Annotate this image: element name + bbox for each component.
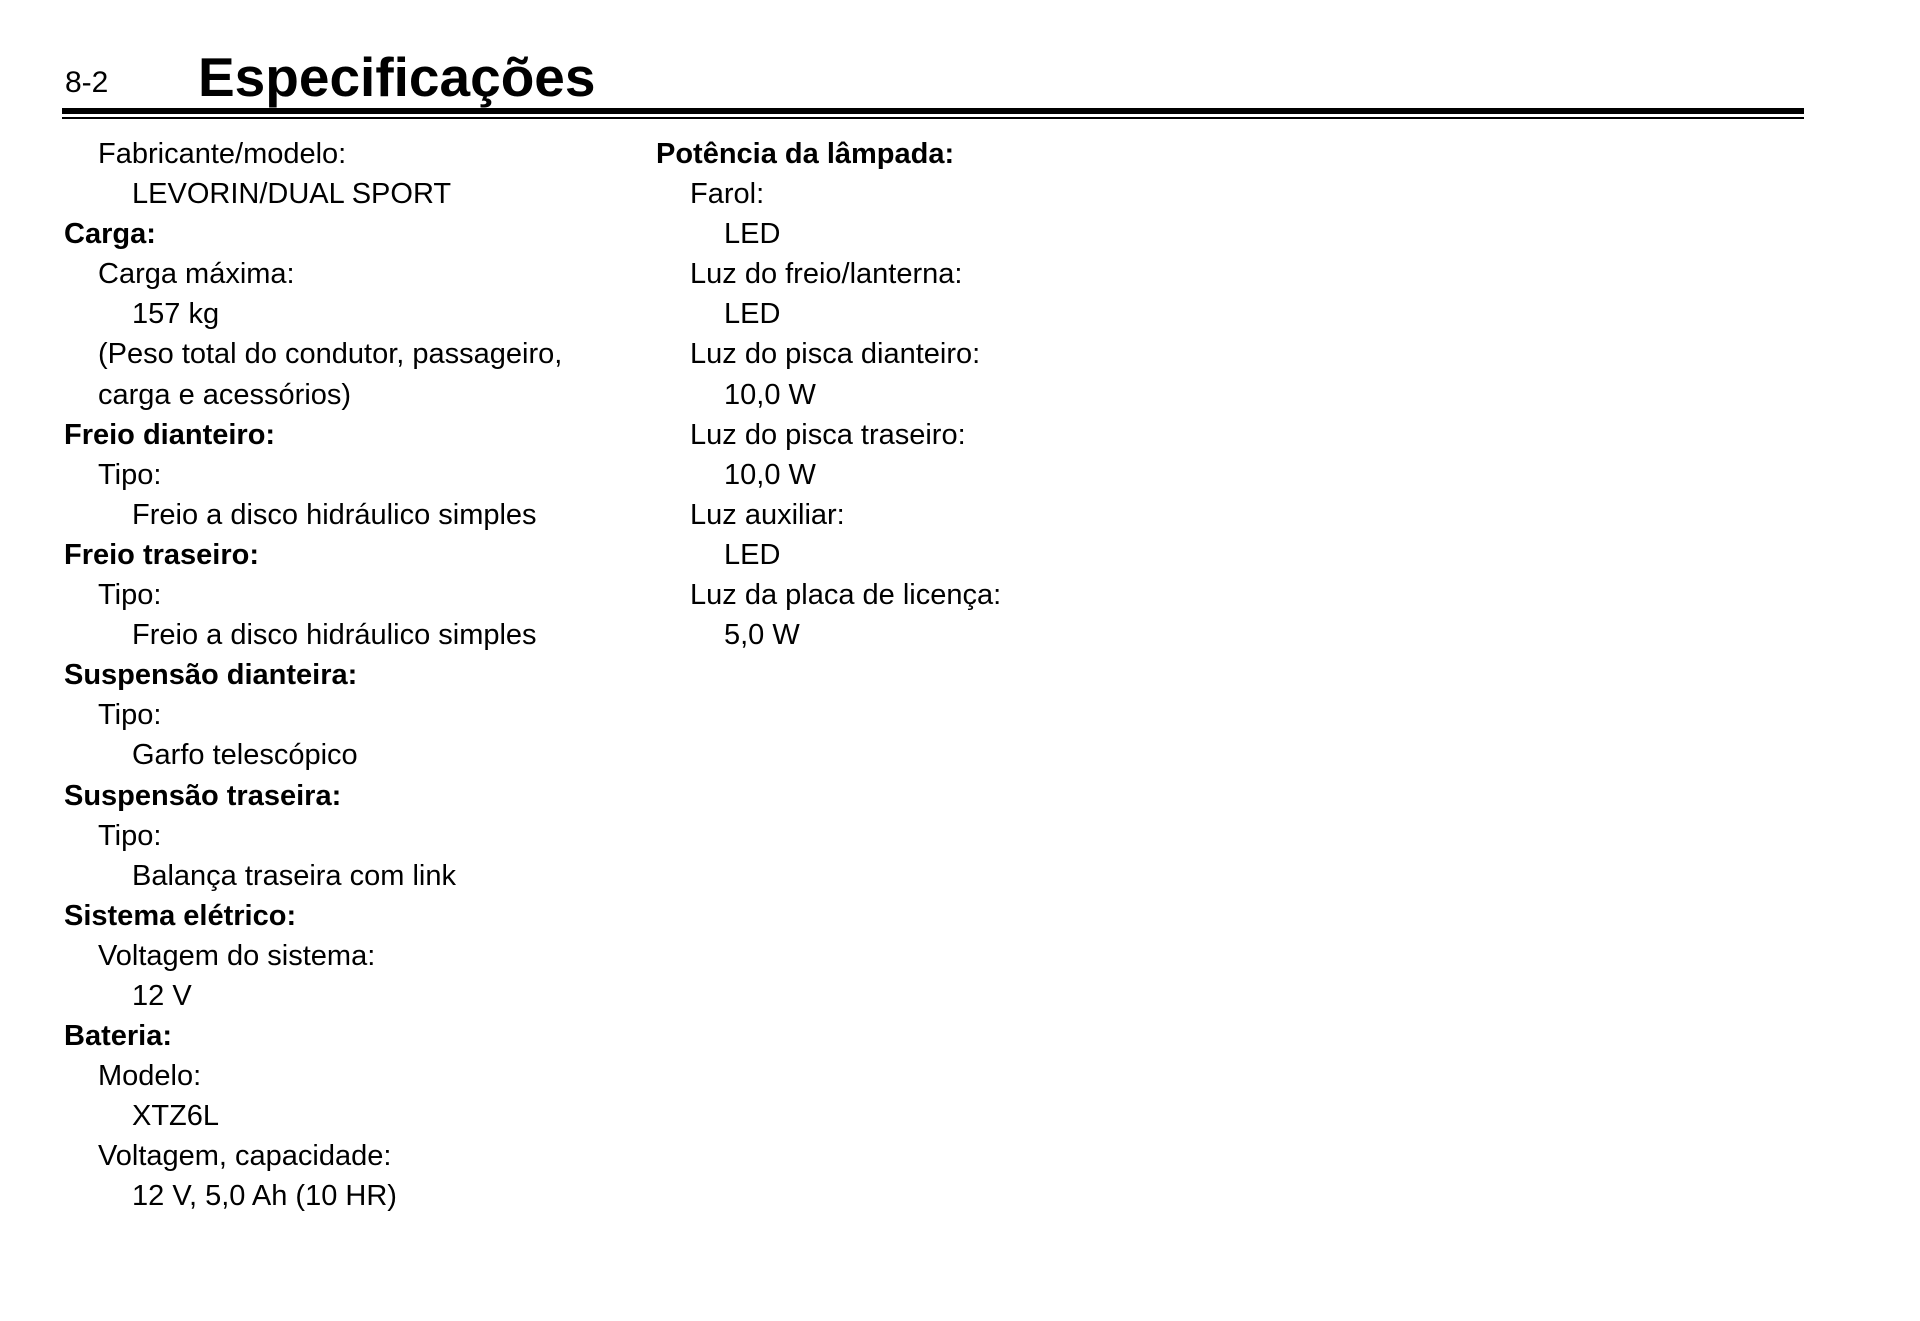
page-title: Especificações [198, 46, 596, 108]
spec-value: LED [724, 218, 781, 251]
spec-section-heading: Bateria: [64, 1020, 172, 1053]
spec-section-heading: Freio traseiro: [64, 538, 259, 571]
spec-label: Modelo: [98, 1060, 202, 1093]
spec-column-right [656, 134, 1216, 655]
spec-value: 12 V, 5,0 Ah (10 HR) [132, 1180, 397, 1213]
spec-label: carga e acessórios) [98, 378, 352, 411]
spec-label: Fabricante/modelo: [98, 138, 347, 170]
spec-section-heading: Suspensão traseira: [64, 779, 342, 812]
spec-section-heading: Carga: [64, 218, 156, 251]
spec-section-heading: Potência da lâmpada: [656, 138, 955, 170]
spec-label: Tipo: [98, 579, 162, 612]
spec-value: LED [724, 298, 781, 331]
spec-value: LEVORIN/DUAL SPORT [132, 178, 452, 211]
spec-value: Freio a disco hidráulico simples [132, 498, 537, 531]
spec-label: Luz do pisca traseiro: [690, 418, 966, 451]
spec-section-heading: Sistema elétrico: [64, 899, 297, 932]
spec-value: Balança traseira com link [132, 859, 456, 892]
spec-value: Freio a disco hidráulico simples [132, 619, 537, 652]
header-rule-thick [62, 108, 1804, 114]
spec-label: Carga máxima: [98, 258, 295, 291]
spec-value: XTZ6L [132, 1100, 220, 1133]
spec-label: Tipo: [98, 699, 162, 732]
spec-label: Luz auxiliar: [690, 498, 845, 531]
spec-value: Garfo telescópico [132, 739, 358, 772]
spec-value: 10,0 W [724, 378, 816, 411]
spec-value: 12 V [132, 979, 192, 1012]
page-number: 8-2 [65, 66, 109, 99]
spec-label: Tipo: [98, 458, 162, 491]
spec-value: 157 kg [132, 298, 220, 331]
spec-label: Luz do freio/lanterna: [690, 258, 963, 291]
spec-column-left [64, 134, 644, 1217]
spec-label: Tipo: [98, 819, 162, 852]
spec-value: 10,0 W [724, 458, 816, 491]
spec-section-heading: Suspensão dianteira: [64, 659, 358, 692]
header-rule-thin [62, 117, 1804, 119]
spec-label: Luz do pisca dianteiro: [690, 338, 981, 371]
spec-label: Farol: [690, 178, 765, 211]
spec-section-heading: Freio dianteiro: [64, 418, 276, 451]
spec-label: Voltagem, capacidade: [98, 1140, 392, 1173]
spec-label: (Peso total do condutor, passageiro, [98, 338, 563, 371]
spec-label: Voltagem do sistema: [98, 939, 376, 972]
spec-value: LED [724, 538, 781, 571]
spec-value: 5,0 W [724, 619, 800, 652]
spec-label: Luz da placa de licença: [690, 579, 1002, 612]
